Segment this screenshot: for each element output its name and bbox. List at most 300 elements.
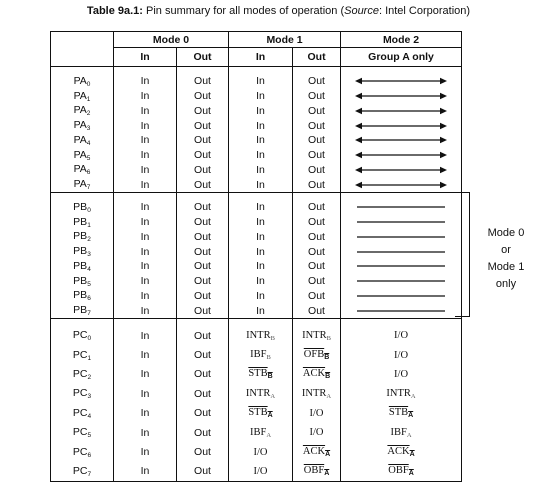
- horizontal-line-icon: [355, 307, 447, 315]
- signal-base: I/O: [309, 407, 324, 419]
- header-mode2: Mode 2: [341, 32, 462, 48]
- mode0-in-value: In: [114, 118, 177, 133]
- mode1-out-signal: [293, 345, 341, 364]
- pin-name: [51, 303, 114, 318]
- bidirectional-arrow-icon: [355, 181, 447, 189]
- pin-name: [51, 244, 114, 259]
- pin-name: [51, 74, 114, 89]
- pin-name-base: PB: [73, 200, 88, 213]
- horizontal-line-icon: [355, 277, 447, 285]
- mode0-out-value: Out: [177, 423, 229, 442]
- mode0-out-value: Out: [177, 200, 229, 215]
- signal-subscript: A: [326, 392, 332, 400]
- caption-source-label: Source: [344, 5, 379, 17]
- mode1-in-value: In: [229, 230, 293, 245]
- mode0-out-value: Out: [177, 133, 229, 148]
- header-mode1-out: Out: [293, 48, 341, 67]
- mode2-signal: [341, 365, 462, 384]
- table-row: [51, 163, 462, 178]
- side-note-line: only: [495, 278, 517, 290]
- signal-subscript: A: [266, 431, 272, 439]
- table-row: [51, 462, 462, 482]
- mode1-out-value: Out: [293, 230, 341, 245]
- spacer-cell: [341, 67, 462, 75]
- pin-name-index: 0: [87, 206, 91, 214]
- pin-name-index: 7: [86, 184, 91, 192]
- mode0-out-value: Out: [177, 104, 229, 119]
- spacer-cell: [51, 67, 114, 75]
- mode0-in-value: In: [114, 200, 177, 215]
- header-mode2-group-a: Group A only: [341, 48, 462, 67]
- spacer-row: [51, 193, 462, 201]
- pin-name-index: 6: [86, 169, 91, 177]
- table-row: [51, 365, 462, 384]
- mode2-cell: [341, 89, 462, 104]
- pin-name-base: PB: [73, 274, 88, 287]
- mode1-in-signal: [229, 384, 293, 403]
- pin-name: [51, 345, 114, 364]
- mode0-in-value: In: [114, 230, 177, 245]
- mode1-in-value: In: [229, 259, 293, 274]
- mode0-out-value: Out: [177, 163, 229, 178]
- mode1-in-value: In: [229, 244, 293, 259]
- mode0-in-value: In: [114, 384, 177, 403]
- mode0-in-value: In: [114, 274, 177, 289]
- table-row: [51, 423, 462, 442]
- mode0-out-value: Out: [177, 215, 229, 230]
- mode1-in-signal: [229, 345, 293, 364]
- mode1-in-value: In: [229, 118, 293, 133]
- mode1-in-value: In: [229, 89, 293, 104]
- signal-base: $\overline{ACK}$: [302, 446, 326, 458]
- spacer-cell: [114, 319, 177, 327]
- spacer-cell: [341, 193, 462, 201]
- pin-name-index: 7: [87, 470, 92, 478]
- mode0-in-value: In: [114, 163, 177, 178]
- table-number: Table 9a.1:: [86, 5, 143, 17]
- mode1-out-value: Out: [293, 177, 341, 192]
- side-note-line: or: [501, 244, 511, 256]
- mode1-in-value: In: [229, 303, 293, 318]
- mode1-in-value: In: [229, 133, 293, 148]
- mode2-cell: [341, 104, 462, 119]
- bidirectional-arrow-icon: [355, 151, 447, 159]
- table-row: [51, 259, 462, 274]
- mode1-out-signal: [293, 423, 341, 442]
- mode0-out-value: Out: [177, 74, 229, 89]
- mode2-cell: [341, 133, 462, 148]
- signal-base: INTR: [386, 387, 411, 399]
- mode0-out-value: Out: [177, 345, 229, 364]
- signal-base: $\overline{ACK}$: [302, 368, 326, 380]
- mode1-out-value: Out: [293, 215, 341, 230]
- mode0-out-value: Out: [177, 177, 229, 192]
- table-row: [51, 215, 462, 230]
- header-mode1-in: In: [229, 48, 293, 67]
- pin-name-index: 3: [86, 125, 91, 133]
- mode2-signal: [341, 384, 462, 403]
- pin-name: [51, 384, 114, 403]
- signal-base: I/O: [253, 446, 268, 458]
- mode1-in-signal: [229, 442, 293, 461]
- pin-name: [51, 118, 114, 133]
- mode0-in-value: In: [114, 244, 177, 259]
- pin-name: [51, 462, 114, 482]
- pin-name-index: 2: [86, 110, 91, 118]
- signal-base: I/O: [309, 427, 324, 439]
- mode1-out-value: Out: [293, 74, 341, 89]
- pin-name-base: PB: [73, 259, 88, 272]
- table-row: [51, 74, 462, 89]
- pin-name: [51, 442, 114, 461]
- header-corner-lower: [51, 48, 114, 67]
- mode1-out-value: Out: [293, 118, 341, 133]
- mode0-out-value: Out: [177, 326, 229, 345]
- mode0-in-value: In: [114, 289, 177, 304]
- pin-name-base: PC: [72, 329, 88, 342]
- mode0-in-value: In: [114, 259, 177, 274]
- header-mode0-out: Out: [177, 48, 229, 67]
- horizontal-line-icon: [355, 262, 447, 270]
- horizontal-line-icon: [355, 292, 447, 300]
- pin-name-index: 2: [87, 236, 91, 244]
- pin-name: [51, 274, 114, 289]
- table-row: [51, 326, 462, 345]
- bidirectional-arrow-icon: [355, 107, 447, 115]
- mode1-out-signal: [293, 442, 341, 461]
- mode1-out-value: Out: [293, 104, 341, 119]
- pin-name-base: PA: [73, 119, 87, 132]
- spacer-cell: [293, 319, 341, 327]
- spacer-cell: [229, 193, 293, 201]
- side-note-line: Mode 0: [487, 227, 525, 239]
- bidirectional-arrow-icon: [355, 122, 447, 130]
- spacer-cell: [177, 193, 229, 201]
- signal-subscript: A: [324, 470, 330, 478]
- mode1-out-value: Out: [293, 244, 341, 259]
- pin-name-index: 4: [87, 265, 91, 273]
- table-row: [51, 442, 462, 461]
- header-mode0: Mode 0: [114, 32, 229, 48]
- signal-base: $\overline{ACK}$: [387, 446, 410, 458]
- mode0-out-value: Out: [177, 384, 229, 403]
- pin-name: [51, 404, 114, 423]
- pin-name: [51, 215, 114, 230]
- table-row: [51, 345, 462, 364]
- pin-name-base: PC: [72, 445, 88, 458]
- mode1-out-value: Out: [293, 200, 341, 215]
- spacer-cell: [51, 319, 114, 327]
- mode0-out-value: Out: [177, 244, 229, 259]
- pin-name-index: 1: [86, 95, 91, 103]
- pin-name: [51, 104, 114, 119]
- signal-subscript: A: [270, 392, 276, 400]
- signal-base: IBF: [390, 426, 407, 438]
- signal-subscript: B: [270, 334, 275, 342]
- mode1-in-signal: [229, 326, 293, 345]
- mode0-out-value: Out: [177, 442, 229, 461]
- pin-name-index: 5: [87, 432, 92, 440]
- mode2-signal: [341, 442, 462, 461]
- mode1-out-value: Out: [293, 148, 341, 163]
- mode1-out-signal: [293, 365, 341, 384]
- header-row-direction: [51, 48, 462, 67]
- mode0-in-value: In: [114, 326, 177, 345]
- mode2-signal: [341, 423, 462, 442]
- mode-bracket: [455, 192, 470, 317]
- signal-base: INTR: [301, 387, 327, 399]
- mode2-cell: [341, 230, 462, 245]
- spacer-cell: [293, 193, 341, 201]
- table-row: [51, 289, 462, 304]
- signal-base: $\overline{STB}$: [248, 368, 268, 380]
- mode2-cell: [341, 259, 462, 274]
- table-row: [51, 118, 462, 133]
- pin-name: [51, 133, 114, 148]
- pin-name-base: PA: [73, 148, 87, 161]
- mode0-in-value: In: [114, 104, 177, 119]
- mode0-out-value: Out: [177, 89, 229, 104]
- signal-subscript: A: [267, 412, 273, 420]
- table-row: [51, 404, 462, 423]
- pin-name: [51, 163, 114, 178]
- mode0-in-value: In: [114, 215, 177, 230]
- mode2-signal: [341, 462, 462, 482]
- pin-name: [51, 289, 114, 304]
- mode1-in-signal: [229, 404, 293, 423]
- mode0-out-value: Out: [177, 303, 229, 318]
- horizontal-line-icon: [355, 233, 447, 241]
- spacer-cell: [114, 67, 177, 75]
- horizontal-line-icon: [355, 248, 447, 256]
- signal-base: I/O: [394, 330, 409, 342]
- pin-name-base: PA: [73, 133, 87, 146]
- mode1-out-value: Out: [293, 133, 341, 148]
- signal-subscript: A: [408, 470, 414, 478]
- spacer-cell: [177, 319, 229, 327]
- signal-subscript: A: [408, 412, 414, 420]
- signal-base: $\overline{STB}$: [248, 407, 268, 419]
- port-b-mode-note: [471, 225, 541, 293]
- bidirectional-arrow-icon: [355, 136, 447, 144]
- pin-name-index: 5: [87, 280, 91, 288]
- signal-base: IBF: [249, 426, 267, 438]
- signal-subscript: B: [324, 354, 330, 362]
- mode2-cell: [341, 289, 462, 304]
- spacer-row: [51, 67, 462, 75]
- spacer-cell: [229, 319, 293, 327]
- signal-subscript: A: [325, 451, 331, 459]
- mode2-cell: [341, 163, 462, 178]
- mode2-cell: [341, 244, 462, 259]
- mode1-in-signal: [229, 423, 293, 442]
- mode1-in-value: In: [229, 200, 293, 215]
- header-row-modes: [51, 32, 462, 48]
- mode0-out-value: Out: [177, 289, 229, 304]
- pin-name-base: PB: [73, 245, 88, 258]
- mode0-out-value: Out: [177, 365, 229, 384]
- mode0-out-value: Out: [177, 462, 229, 482]
- table-row: [51, 303, 462, 318]
- pin-name-base: PB: [73, 230, 88, 243]
- table-row: [51, 274, 462, 289]
- header-mode1: Mode 1: [229, 32, 341, 48]
- mode0-in-value: In: [114, 89, 177, 104]
- mode2-signal: [341, 326, 462, 345]
- mode2-cell: [341, 118, 462, 133]
- pin-name: [51, 89, 114, 104]
- pin-name: [51, 326, 114, 345]
- pin-name-base: PC: [72, 348, 88, 361]
- signal-base: $\overline{OBF}$: [303, 465, 325, 477]
- pin-name-index: 6: [87, 295, 91, 303]
- spacer-cell: [51, 193, 114, 201]
- mode1-out-value: Out: [293, 89, 341, 104]
- pin-name: [51, 365, 114, 384]
- pin-name-base: PA: [73, 89, 87, 102]
- mode1-out-value: Out: [293, 274, 341, 289]
- mode0-out-value: Out: [177, 118, 229, 133]
- table-row: [51, 148, 462, 163]
- mode1-out-signal: [293, 404, 341, 423]
- mode0-out-value: Out: [177, 148, 229, 163]
- pin-name-index: 1: [87, 221, 91, 229]
- signal-subscript: A: [410, 392, 416, 400]
- mode0-in-value: In: [114, 345, 177, 364]
- header-mode0-in: In: [114, 48, 177, 67]
- table-row: [51, 200, 462, 215]
- mode1-in-signal: [229, 365, 293, 384]
- mode1-in-value: In: [229, 104, 293, 119]
- mode1-in-value: In: [229, 148, 293, 163]
- signal-subscript: B: [326, 334, 331, 342]
- mode1-out-value: Out: [293, 163, 341, 178]
- mode2-cell: [341, 274, 462, 289]
- mode0-in-value: In: [114, 303, 177, 318]
- mode0-in-value: In: [114, 442, 177, 461]
- pin-name-base: PB: [73, 289, 88, 302]
- bidirectional-arrow-icon: [355, 92, 447, 100]
- spacer-row: [51, 319, 462, 327]
- pin-summary-body: [51, 32, 462, 482]
- pin-name-index: 3: [87, 393, 92, 401]
- header-corner: [51, 32, 114, 48]
- pin-name-index: 7: [87, 310, 91, 318]
- mode0-out-value: Out: [177, 404, 229, 423]
- mode0-out-value: Out: [177, 259, 229, 274]
- signal-base: $\overline{OBF}$: [388, 465, 409, 477]
- mode0-in-value: In: [114, 177, 177, 192]
- pin-summary-table: [50, 31, 462, 482]
- mode2-cell: [341, 303, 462, 318]
- signal-subscript: A: [406, 431, 412, 439]
- pin-name-index: 0: [87, 335, 92, 343]
- mode1-out-value: Out: [293, 259, 341, 274]
- table-row: [51, 244, 462, 259]
- signal-base: IBF: [250, 349, 267, 361]
- pin-name-base: PA: [73, 104, 87, 117]
- mode0-in-value: In: [114, 365, 177, 384]
- spacer-cell: [341, 319, 462, 327]
- mode1-in-value: In: [229, 289, 293, 304]
- spacer-cell: [177, 67, 229, 75]
- pin-name-base: PC: [72, 426, 88, 439]
- signal-base: I/O: [253, 465, 268, 477]
- signal-subscript: B: [267, 373, 273, 381]
- mode1-in-signal: [229, 462, 293, 482]
- pin-name-base: PB: [73, 304, 88, 317]
- pin-name: [51, 423, 114, 442]
- mode1-out-value: Out: [293, 289, 341, 304]
- table-row: [51, 133, 462, 148]
- pin-name-index: 2: [87, 373, 92, 381]
- signal-base: $\overline{OFB}$: [303, 349, 325, 361]
- mode0-in-value: In: [114, 133, 177, 148]
- caption-text-end: : Intel Corporation): [378, 5, 471, 17]
- mode2-cell: [341, 215, 462, 230]
- mode2-signal: [341, 404, 462, 423]
- spacer-cell: [229, 67, 293, 75]
- pin-name-index: 4: [87, 412, 92, 420]
- pin-name-base: PA: [73, 163, 87, 176]
- mode0-out-value: Out: [177, 274, 229, 289]
- table-caption: [0, 5, 557, 17]
- pin-name: [51, 230, 114, 245]
- mode0-in-value: In: [114, 462, 177, 482]
- table-row: [51, 384, 462, 403]
- pin-name: [51, 259, 114, 274]
- pin-name-index: 5: [86, 154, 91, 162]
- mode1-in-value: In: [229, 163, 293, 178]
- mode1-in-value: In: [229, 274, 293, 289]
- caption-text: Pin summary for all modes of operation (: [142, 5, 345, 17]
- pin-name-index: 0: [86, 80, 91, 88]
- pin-name-base: PA: [73, 74, 87, 87]
- side-note-line: Mode 1: [487, 261, 525, 273]
- pin-name: [51, 148, 114, 163]
- table-row: [51, 104, 462, 119]
- mode1-out-signal: [293, 326, 341, 345]
- pin-name-base: PB: [73, 215, 88, 228]
- mode2-cell: [341, 200, 462, 215]
- pin-name-index: 4: [86, 139, 91, 147]
- pin-name-base: PC: [72, 387, 88, 400]
- mode2-signal: [341, 345, 462, 364]
- pin-name-index: 3: [87, 251, 91, 259]
- signal-base: INTR: [245, 387, 271, 399]
- signal-subscript: B: [266, 354, 271, 362]
- pin-name-base: PA: [73, 178, 87, 191]
- mode1-in-value: In: [229, 215, 293, 230]
- pin-name: [51, 177, 114, 192]
- horizontal-line-icon: [355, 218, 447, 226]
- mode2-cell: [341, 148, 462, 163]
- mode1-out-signal: [293, 462, 341, 482]
- horizontal-line-icon: [355, 203, 447, 211]
- signal-base: $\overline{STB}$: [388, 407, 409, 419]
- table-row: [51, 230, 462, 245]
- spacer-cell: [114, 193, 177, 201]
- pin-name-index: 1: [87, 354, 92, 362]
- pin-name-index: 6: [87, 451, 92, 459]
- mode1-out-value: Out: [293, 303, 341, 318]
- signal-base: INTR: [302, 329, 327, 341]
- signal-subscript: B: [325, 373, 331, 381]
- mode0-in-value: In: [114, 404, 177, 423]
- pin-name-base: PC: [72, 406, 88, 419]
- mode0-in-value: In: [114, 423, 177, 442]
- table-row: [51, 89, 462, 104]
